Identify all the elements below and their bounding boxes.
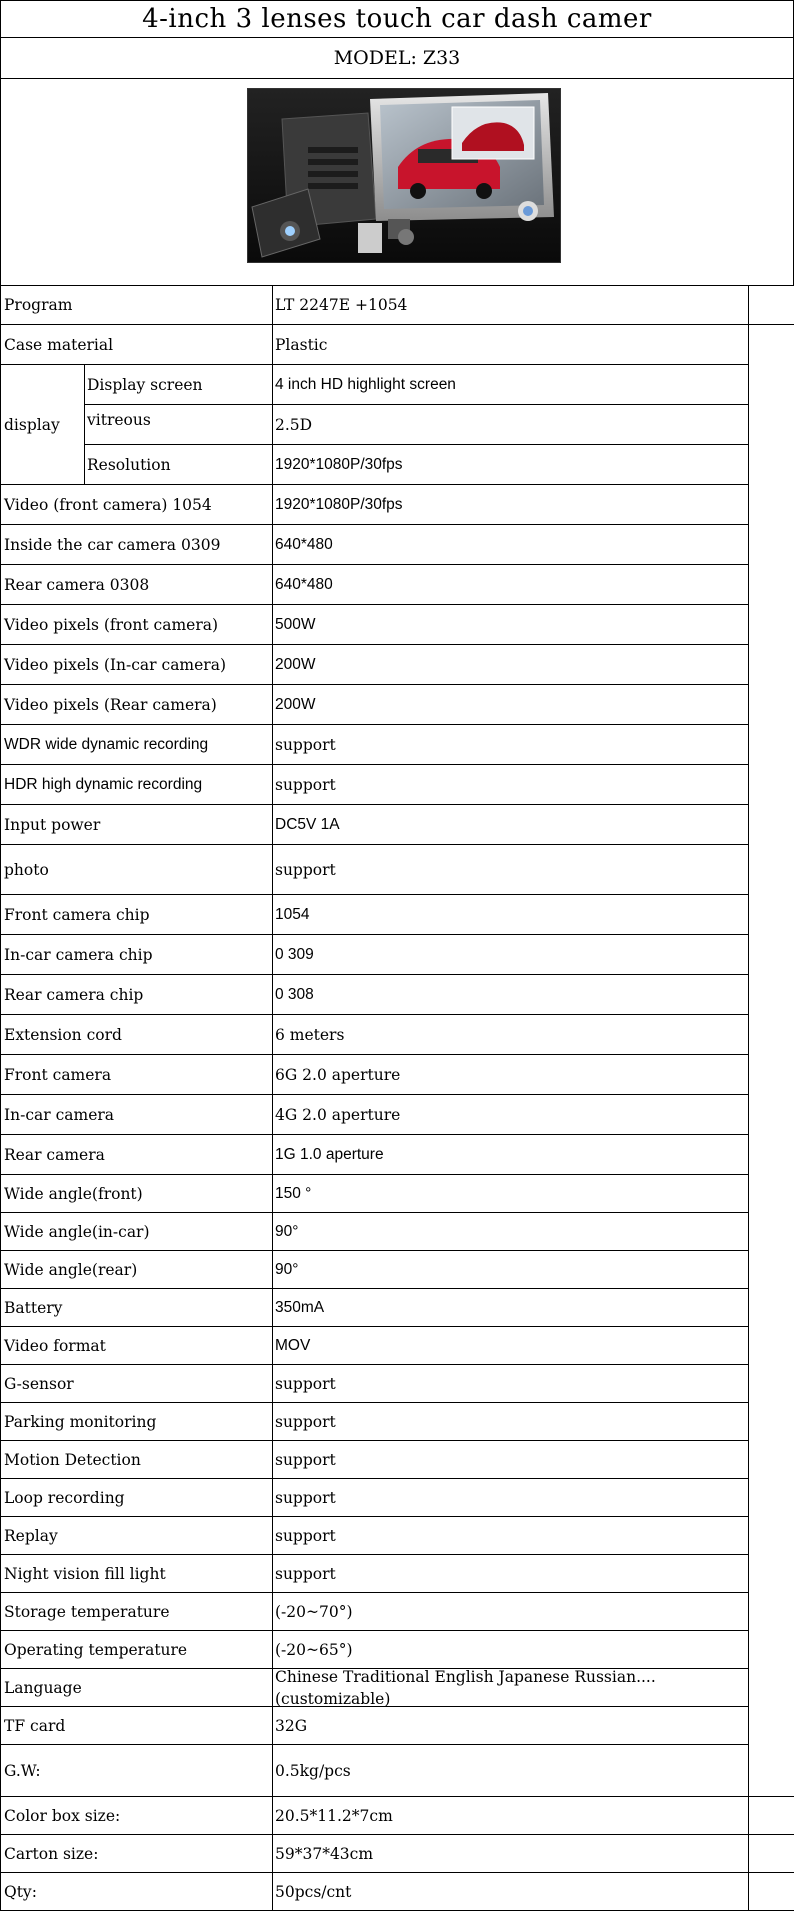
- spec-value: 640*480: [272, 525, 749, 565]
- spec-value: 1920*1080P/30fps: [272, 445, 749, 485]
- spec-extra-cell: [748, 485, 794, 525]
- spec-label: WDR wide dynamic recording: [0, 725, 273, 765]
- spec-label: In-car camera chip: [0, 935, 273, 975]
- spec-label: vitreous: [84, 405, 273, 445]
- spec-value: support: [272, 845, 749, 895]
- spec-extra-cell: [748, 1403, 794, 1441]
- spec-extra-cell: [748, 1365, 794, 1403]
- spec-label: Program: [0, 285, 273, 325]
- spec-extra-cell: [748, 1055, 794, 1095]
- spec-value: 6G 2.0 aperture: [272, 1055, 749, 1095]
- spec-value: 350mA: [272, 1289, 749, 1327]
- spec-extra-cell: [748, 1835, 794, 1873]
- spec-value: support: [272, 765, 749, 805]
- spec-label: Wide angle(in-car): [0, 1213, 273, 1251]
- spec-label: Qty:: [0, 1873, 273, 1911]
- spec-label: TF card: [0, 1707, 273, 1745]
- spec-value: 4G 2.0 aperture: [272, 1095, 749, 1135]
- spec-extra-cell: [748, 765, 794, 805]
- spec-value: DC5V 1A: [272, 805, 749, 845]
- spec-label: Battery: [0, 1289, 273, 1327]
- spec-value: 500W: [272, 605, 749, 645]
- spec-label: Video (front camera) 1054: [0, 485, 273, 525]
- spec-extra-cell: [748, 1015, 794, 1055]
- spec-extra-cell: [748, 1135, 794, 1175]
- spec-extra-cell: [748, 895, 794, 935]
- spec-value: Plastic: [272, 325, 749, 365]
- spec-label: Front camera: [0, 1055, 273, 1095]
- spec-extra-cell: [748, 1555, 794, 1593]
- spec-value: 32G: [272, 1707, 749, 1745]
- spec-value: support: [272, 725, 749, 765]
- spec-label: Operating temperature: [0, 1631, 273, 1669]
- spec-value: support: [272, 1365, 749, 1403]
- spec-extra-cell: [748, 1707, 794, 1745]
- spec-extra-cell: [748, 1289, 794, 1327]
- spec-value: 1G 1.0 aperture: [272, 1135, 749, 1175]
- spec-label: HDR high dynamic recording: [0, 765, 273, 805]
- spec-label: Night vision fill light: [0, 1555, 273, 1593]
- spec-value: MOV: [272, 1327, 749, 1365]
- spec-value: (-20~70°): [272, 1593, 749, 1631]
- spec-value: 200W: [272, 645, 749, 685]
- spec-label: Rear camera 0308: [0, 565, 273, 605]
- spec-extra-cell: [748, 1441, 794, 1479]
- car-dash-camera-photo-icon: [247, 88, 561, 263]
- spec-label: G.W:: [0, 1745, 273, 1797]
- spec-label: Wide angle(rear): [0, 1251, 273, 1289]
- spec-label: Video pixels (front camera): [0, 605, 273, 645]
- spec-extra-cell: [748, 1517, 794, 1555]
- spec-extra-cell: [748, 805, 794, 845]
- spec-label: Extension cord: [0, 1015, 273, 1055]
- spec-value: 90°: [272, 1251, 749, 1289]
- spec-label: Parking monitoring: [0, 1403, 273, 1441]
- spec-value: support: [272, 1517, 749, 1555]
- spec-extra-cell: [748, 845, 794, 895]
- spec-label: Display screen: [84, 365, 273, 405]
- spec-label: Language: [0, 1669, 273, 1707]
- spec-label: Loop recording: [0, 1479, 273, 1517]
- spec-value: 59*37*43cm: [272, 1835, 749, 1873]
- spec-label: In-car camera: [0, 1095, 273, 1135]
- spec-label: Video pixels (In-car camera): [0, 645, 273, 685]
- spec-extra-cell: [748, 1251, 794, 1289]
- spec-value: LT 2247E +1054: [272, 285, 749, 325]
- spec-label: Color box size:: [0, 1797, 273, 1835]
- spec-value: 20.5*11.2*7cm: [272, 1797, 749, 1835]
- spec-value: support: [272, 1479, 749, 1517]
- spec-extra-cell: [748, 1479, 794, 1517]
- spec-extra-cell: [748, 1213, 794, 1251]
- spec-value: 150 °: [272, 1175, 749, 1213]
- spec-label: Replay: [0, 1517, 273, 1555]
- spec-extra-cell: [748, 1095, 794, 1135]
- spec-value: 0 308: [272, 975, 749, 1015]
- spec-extra-cell: [748, 685, 794, 725]
- spec-extra-cell: [748, 645, 794, 685]
- spec-label: G-sensor: [0, 1365, 273, 1403]
- spec-value: 2.5D: [272, 405, 749, 445]
- spec-label: Carton size:: [0, 1835, 273, 1873]
- spec-label: Motion Detection: [0, 1441, 273, 1479]
- spec-extra-cell: [748, 525, 794, 565]
- spec-value: 6 meters: [272, 1015, 749, 1055]
- spec-value: 4 inch HD highlight screen: [272, 365, 749, 405]
- spec-label: Storage temperature: [0, 1593, 273, 1631]
- spec-label: Rear camera: [0, 1135, 273, 1175]
- product-image-cell: [0, 78, 794, 285]
- spec-value: support: [272, 1403, 749, 1441]
- spec-label: Video pixels (Rear camera): [0, 685, 273, 725]
- spec-extra-cell: [748, 285, 794, 325]
- spec-extra-cell: [748, 325, 794, 365]
- page-title: 4-inch 3 lenses touch car dash camer: [0, 0, 794, 38]
- spec-extra-cell: [748, 975, 794, 1015]
- spec-label: Front camera chip: [0, 895, 273, 935]
- spec-extra-cell: [748, 1797, 794, 1835]
- spec-extra-cell: [748, 1631, 794, 1669]
- spec-extra-cell: [748, 1327, 794, 1365]
- spec-label: Input power: [0, 805, 273, 845]
- spec-label: Inside the car camera 0309: [0, 525, 273, 565]
- spec-extra-cell: [748, 1175, 794, 1213]
- spec-group-label: display: [0, 365, 85, 485]
- spec-label: photo: [0, 845, 273, 895]
- spec-extra-cell: [748, 1593, 794, 1631]
- spec-extra-cell: [748, 605, 794, 645]
- spec-value: 50pcs/cnt: [272, 1873, 749, 1911]
- model-label: MODEL: Z33: [0, 37, 794, 79]
- spec-label: Resolution: [84, 445, 273, 485]
- spec-extra-cell: [748, 565, 794, 605]
- spec-label: Rear camera chip: [0, 975, 273, 1015]
- spec-value: 200W: [272, 685, 749, 725]
- spec-value: Chinese Traditional English Japanese Russian....(customizable): [272, 1669, 749, 1707]
- spec-label: Wide angle(front): [0, 1175, 273, 1213]
- spec-value: support: [272, 1555, 749, 1593]
- spec-value: 1054: [272, 895, 749, 935]
- spec-label: Case material: [0, 325, 273, 365]
- spec-label: Video format: [0, 1327, 273, 1365]
- spec-extra-cell: [748, 725, 794, 765]
- spec-value: support: [272, 1441, 749, 1479]
- spec-extra-cell: [748, 1873, 794, 1911]
- spec-value: 1920*1080P/30fps: [272, 485, 749, 525]
- spec-extra-cell: [748, 935, 794, 975]
- spec-extra-cell: [748, 1669, 794, 1707]
- spec-value: (-20~65°): [272, 1631, 749, 1669]
- spec-value: 0.5kg/pcs: [272, 1745, 749, 1797]
- spec-value: 90°: [272, 1213, 749, 1251]
- spec-value: 640*480: [272, 565, 749, 605]
- spec-value: 0 309: [272, 935, 749, 975]
- spec-extra-cell: [748, 1745, 794, 1797]
